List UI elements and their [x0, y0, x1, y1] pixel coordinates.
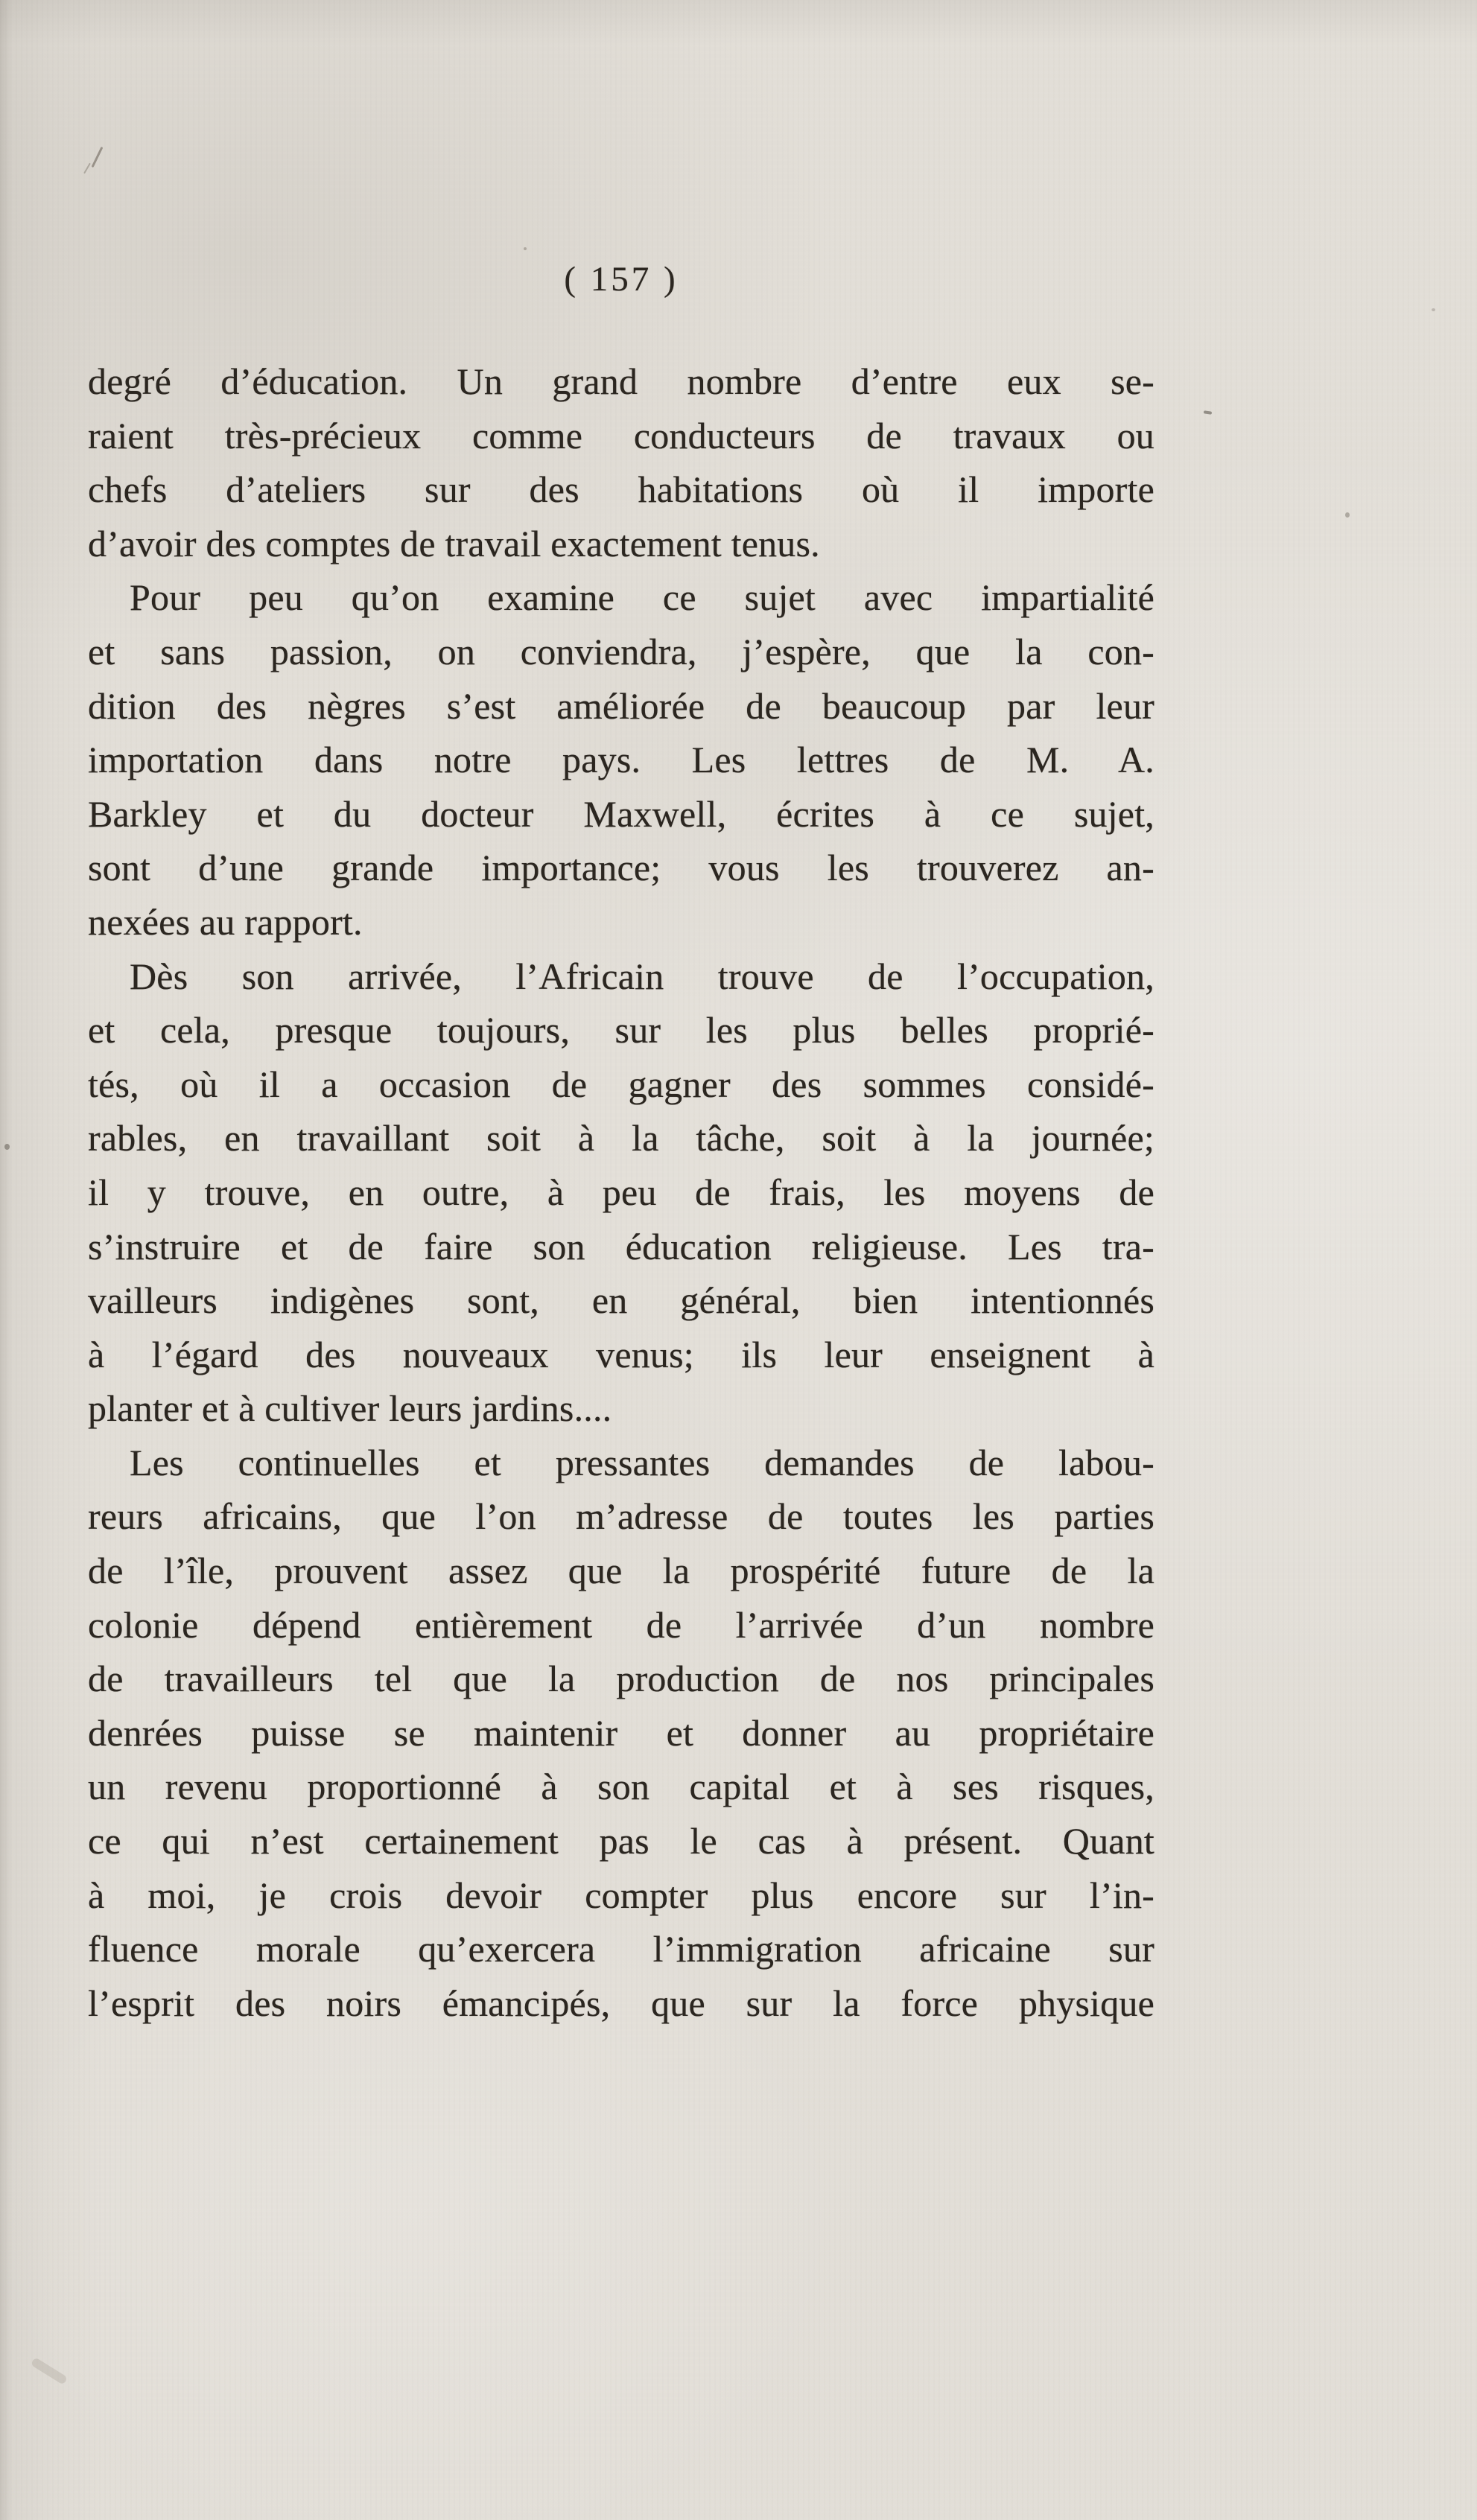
page-number: ( 157 ): [564, 260, 679, 299]
text-line: à l’égard des nouveaux venus; ils leur enseignent à: [88, 1333, 1154, 1375]
text-line: s’instruire et de faire son éducation religieuse. Les tra-: [88, 1225, 1154, 1267]
page-text-block: [88, 354, 1154, 2030]
text-line: et cela, presque toujours, sur les plus belles proprié-: [88, 1009, 1154, 1051]
ink-speck: [1432, 308, 1435, 311]
pen-mark: [92, 147, 104, 168]
text-line: degré d’éducation. Un grand nombre d’entre eux se-: [88, 360, 1154, 402]
text-line: à moi, je crois devoir compter plus encore sur l’in-: [88, 1874, 1154, 1916]
ink-speck: [1204, 410, 1212, 414]
text-line: fluence morale qu’exercera l’immigration africaine sur: [88, 1928, 1154, 1970]
text-line: l’esprit des noirs émancipés, que sur la force physique: [88, 1982, 1154, 2024]
text-line: vailleurs indigènes sont, en général, bien intentionnés: [88, 1279, 1154, 1322]
text-line: tés, où il a occasion de gagner des sommes considé-: [88, 1063, 1154, 1105]
text-line: ce qui n’est certainement pas le cas à présent. Quant: [88, 1820, 1154, 1862]
text-line: importation dans notre pays. Les lettres de M. A.: [88, 739, 1154, 781]
ink-speck: [1345, 512, 1350, 518]
text-line: Pour peu qu’on examine ce sujet avec impartialité: [130, 576, 1154, 619]
text-line: Dès son arrivée, l’Africain trouve de l’occupation,: [130, 955, 1154, 997]
text-line: de l’île, prouvent assez que la prospérité future de la: [88, 1550, 1154, 1592]
text-line: et sans passion, on conviendra, j’espère, que la con-: [88, 630, 1154, 672]
text-line: Les continuelles et pressantes demandes de labou-: [130, 1441, 1154, 1483]
text-line: d’avoir des comptes de travail exactement tenus.: [88, 522, 820, 564]
ink-speck: [4, 1144, 10, 1150]
text-line: rables, en travaillant soit à la tâche, soit à la journée;: [88, 1117, 1154, 1159]
text-line: dition des nègres s’est améliorée de beaucoup par leur: [88, 684, 1154, 727]
text-line: il y trouve, en outre, à peu de frais, les moyens de: [88, 1171, 1154, 1213]
text-line: planter et à cultiver leurs jardins....: [88, 1387, 612, 1430]
text-line: un revenu proportionné à son capital et à ses risques,: [88, 1766, 1154, 1808]
text-line: chefs d’ateliers sur des habitations où il importe: [88, 468, 1154, 511]
text-line: denrées puisse se maintenir et donner au propriétaire: [88, 1711, 1154, 1754]
paper-smudge: [31, 2357, 68, 2385]
text-line: nexées au rapport.: [88, 900, 363, 943]
text-line: reurs africains, que l’on m’adresse de toutes les parties: [88, 1495, 1154, 1538]
ink-speck: [524, 247, 527, 250]
text-line: Barkley et du docteur Maxwell, écrites à ce sujet,: [88, 792, 1154, 835]
text-line: colonie dépend entièrement de l’arrivée d’un nombre: [88, 1603, 1154, 1646]
text-line: raient très-précieux comme conducteurs de travaux ou: [88, 414, 1154, 456]
pen-mark: [83, 163, 91, 174]
text-line: sont d’une grande importance; vous les trouverez an-: [88, 847, 1154, 889]
text-line: de travailleurs tel que la production de nos principales: [88, 1658, 1154, 1700]
